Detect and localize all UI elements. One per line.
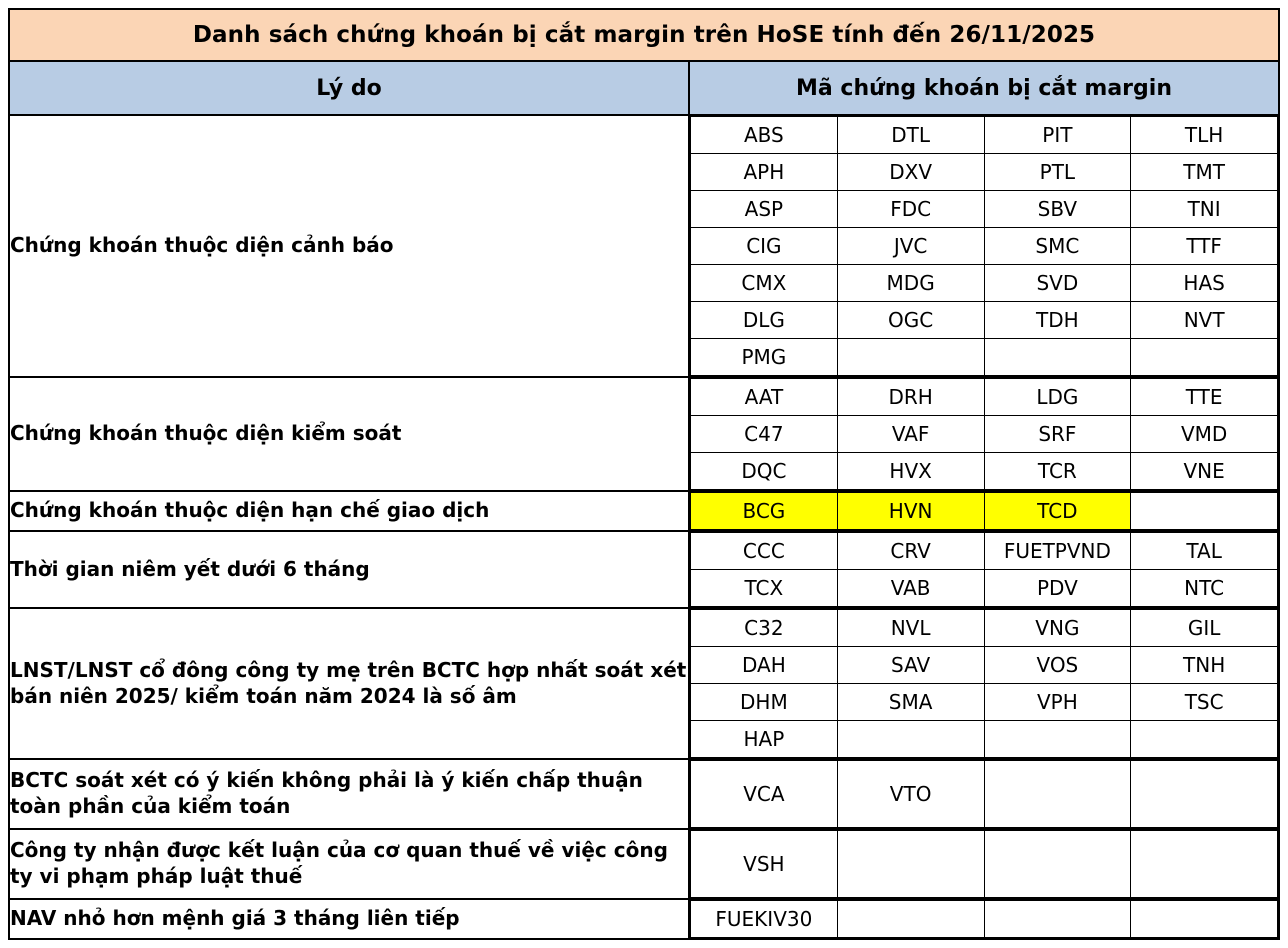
codes-grid bbox=[690, 116, 1278, 376]
list-item bbox=[691, 453, 1278, 490]
code-cell: TNH bbox=[1131, 647, 1278, 684]
list-item bbox=[691, 570, 1278, 607]
table-row bbox=[9, 759, 1279, 829]
list-item bbox=[691, 647, 1278, 684]
table-row bbox=[9, 377, 1279, 491]
code-cell: PDV bbox=[984, 570, 1131, 607]
code-cell: TCX bbox=[691, 570, 838, 607]
code-cell: HAS bbox=[1131, 265, 1278, 302]
code-cell bbox=[1131, 721, 1278, 758]
code-cell: GIL bbox=[1131, 610, 1278, 647]
code-cell: DTL bbox=[837, 117, 984, 154]
code-cell: JVC bbox=[837, 228, 984, 265]
list-item bbox=[691, 265, 1278, 302]
code-cell: FDC bbox=[837, 191, 984, 228]
code-cell: SRF bbox=[984, 416, 1131, 453]
reason-cell: LNST/LNST cổ đông công ty mẹ trên BCTC hợp nhất soát xét bán niên 2025/ kiểm toán năm 2024 là số âm bbox=[9, 608, 689, 759]
list-item bbox=[691, 721, 1278, 758]
codes-cell bbox=[689, 759, 1279, 829]
code-cell: CIG bbox=[691, 228, 838, 265]
code-cell-highlighted: TCD bbox=[984, 493, 1131, 530]
list-item bbox=[691, 302, 1278, 339]
list-item bbox=[691, 117, 1278, 154]
reason-cell: Chứng khoán thuộc diện hạn chế giao dịch bbox=[9, 491, 689, 531]
table-row bbox=[9, 608, 1279, 759]
code-cell bbox=[837, 339, 984, 376]
code-cell: VMD bbox=[1131, 416, 1278, 453]
code-cell: APH bbox=[691, 154, 838, 191]
code-cell: TDH bbox=[984, 302, 1131, 339]
list-item bbox=[691, 379, 1278, 416]
codes-cell bbox=[689, 829, 1279, 899]
code-cell: SMC bbox=[984, 228, 1131, 265]
code-cell: TTE bbox=[1131, 379, 1278, 416]
code-cell: VSH bbox=[691, 831, 838, 898]
reason-cell: Chứng khoán thuộc diện kiểm soát bbox=[9, 377, 689, 491]
codes-cell bbox=[689, 115, 1279, 377]
code-cell bbox=[984, 721, 1131, 758]
code-cell: CMX bbox=[691, 265, 838, 302]
code-cell bbox=[1131, 493, 1278, 530]
code-cell bbox=[984, 339, 1131, 376]
code-cell: DXV bbox=[837, 154, 984, 191]
code-cell: NTC bbox=[1131, 570, 1278, 607]
table-row bbox=[9, 531, 1279, 608]
list-item bbox=[691, 228, 1278, 265]
code-cell: FUETPVND bbox=[984, 533, 1131, 570]
list-item bbox=[691, 493, 1278, 530]
list-item bbox=[691, 191, 1278, 228]
code-cell: FUEKIV30 bbox=[691, 901, 838, 938]
code-cell: C47 bbox=[691, 416, 838, 453]
codes-cell bbox=[689, 608, 1279, 759]
list-item bbox=[691, 684, 1278, 721]
list-item bbox=[691, 533, 1278, 570]
code-cell: HAP bbox=[691, 721, 838, 758]
codes-grid bbox=[690, 900, 1278, 938]
codes-cell bbox=[689, 899, 1279, 939]
table-row bbox=[9, 899, 1279, 939]
reason-cell: Công ty nhận được kết luận của cơ quan thuế về việc công ty vi phạm pháp luật thuế bbox=[9, 829, 689, 899]
code-cell bbox=[984, 761, 1131, 828]
code-cell: TLH bbox=[1131, 117, 1278, 154]
list-item bbox=[691, 831, 1278, 898]
code-cell: ABS bbox=[691, 117, 838, 154]
code-cell: CRV bbox=[837, 533, 984, 570]
code-cell bbox=[837, 831, 984, 898]
codes-cell bbox=[689, 377, 1279, 491]
list-item bbox=[691, 154, 1278, 191]
codes-grid bbox=[690, 609, 1278, 758]
code-cell: PTL bbox=[984, 154, 1131, 191]
code-cell-highlighted: HVN bbox=[837, 493, 984, 530]
code-cell: SBV bbox=[984, 191, 1131, 228]
code-cell: VAF bbox=[837, 416, 984, 453]
list-item bbox=[691, 901, 1278, 938]
code-cell: DHM bbox=[691, 684, 838, 721]
code-cell: C32 bbox=[691, 610, 838, 647]
codes-grid bbox=[690, 532, 1278, 607]
column-header-reason: Lý do bbox=[9, 61, 689, 115]
code-cell: VCA bbox=[691, 761, 838, 828]
code-cell: VTO bbox=[837, 761, 984, 828]
title-row bbox=[9, 9, 1279, 61]
codes-cell bbox=[689, 491, 1279, 531]
reason-cell: NAV nhỏ hơn mệnh giá 3 tháng liên tiếp bbox=[9, 899, 689, 939]
code-cell: DQC bbox=[691, 453, 838, 490]
code-cell bbox=[1131, 761, 1278, 828]
code-cell: NVL bbox=[837, 610, 984, 647]
margin-list-table bbox=[8, 8, 1280, 940]
codes-grid bbox=[690, 378, 1278, 490]
code-cell: TAL bbox=[1131, 533, 1278, 570]
code-cell: CCC bbox=[691, 533, 838, 570]
list-item bbox=[691, 761, 1278, 828]
code-cell bbox=[984, 901, 1131, 938]
list-item bbox=[691, 610, 1278, 647]
code-cell bbox=[1131, 339, 1278, 376]
code-cell bbox=[1131, 901, 1278, 938]
page-title: Danh sách chứng khoán bị cắt margin trên HoSE tính đến 26/11/2025 bbox=[9, 9, 1279, 61]
table-row bbox=[9, 829, 1279, 899]
code-cell: ASP bbox=[691, 191, 838, 228]
code-cell: AAT bbox=[691, 379, 838, 416]
code-cell: VPH bbox=[984, 684, 1131, 721]
reason-cell: Chứng khoán thuộc diện cảnh báo bbox=[9, 115, 689, 377]
code-cell: TTF bbox=[1131, 228, 1278, 265]
reason-cell: Thời gian niêm yết dưới 6 tháng bbox=[9, 531, 689, 608]
code-cell: VNG bbox=[984, 610, 1131, 647]
code-cell: TCR bbox=[984, 453, 1131, 490]
code-cell: DAH bbox=[691, 647, 838, 684]
code-cell: SVD bbox=[984, 265, 1131, 302]
list-item bbox=[691, 339, 1278, 376]
code-cell: TSC bbox=[1131, 684, 1278, 721]
code-cell: VOS bbox=[984, 647, 1131, 684]
code-cell bbox=[1131, 831, 1278, 898]
code-cell-highlighted: BCG bbox=[691, 493, 838, 530]
code-cell bbox=[837, 901, 984, 938]
table-row bbox=[9, 115, 1279, 377]
table-row bbox=[9, 491, 1279, 531]
header-row bbox=[9, 61, 1279, 115]
code-cell: HVX bbox=[837, 453, 984, 490]
reason-cell: BCTC soát xét có ý kiến không phải là ý kiến chấp thuận toàn phần của kiểm toán bbox=[9, 759, 689, 829]
code-cell: OGC bbox=[837, 302, 984, 339]
column-header-codes: Mã chứng khoán bị cắt margin bbox=[689, 61, 1279, 115]
code-cell: VAB bbox=[837, 570, 984, 607]
code-cell: VNE bbox=[1131, 453, 1278, 490]
list-item bbox=[691, 416, 1278, 453]
codes-grid bbox=[690, 760, 1278, 828]
code-cell: PIT bbox=[984, 117, 1131, 154]
code-cell: DLG bbox=[691, 302, 838, 339]
codes-cell bbox=[689, 531, 1279, 608]
code-cell bbox=[837, 721, 984, 758]
code-cell: NVT bbox=[1131, 302, 1278, 339]
code-cell: DRH bbox=[837, 379, 984, 416]
codes-grid bbox=[690, 492, 1278, 530]
code-cell: TNI bbox=[1131, 191, 1278, 228]
code-cell bbox=[984, 831, 1131, 898]
code-cell: SAV bbox=[837, 647, 984, 684]
code-cell: TMT bbox=[1131, 154, 1278, 191]
code-cell: SMA bbox=[837, 684, 984, 721]
code-cell: LDG bbox=[984, 379, 1131, 416]
code-cell: PMG bbox=[691, 339, 838, 376]
code-cell: MDG bbox=[837, 265, 984, 302]
codes-grid bbox=[690, 830, 1278, 898]
